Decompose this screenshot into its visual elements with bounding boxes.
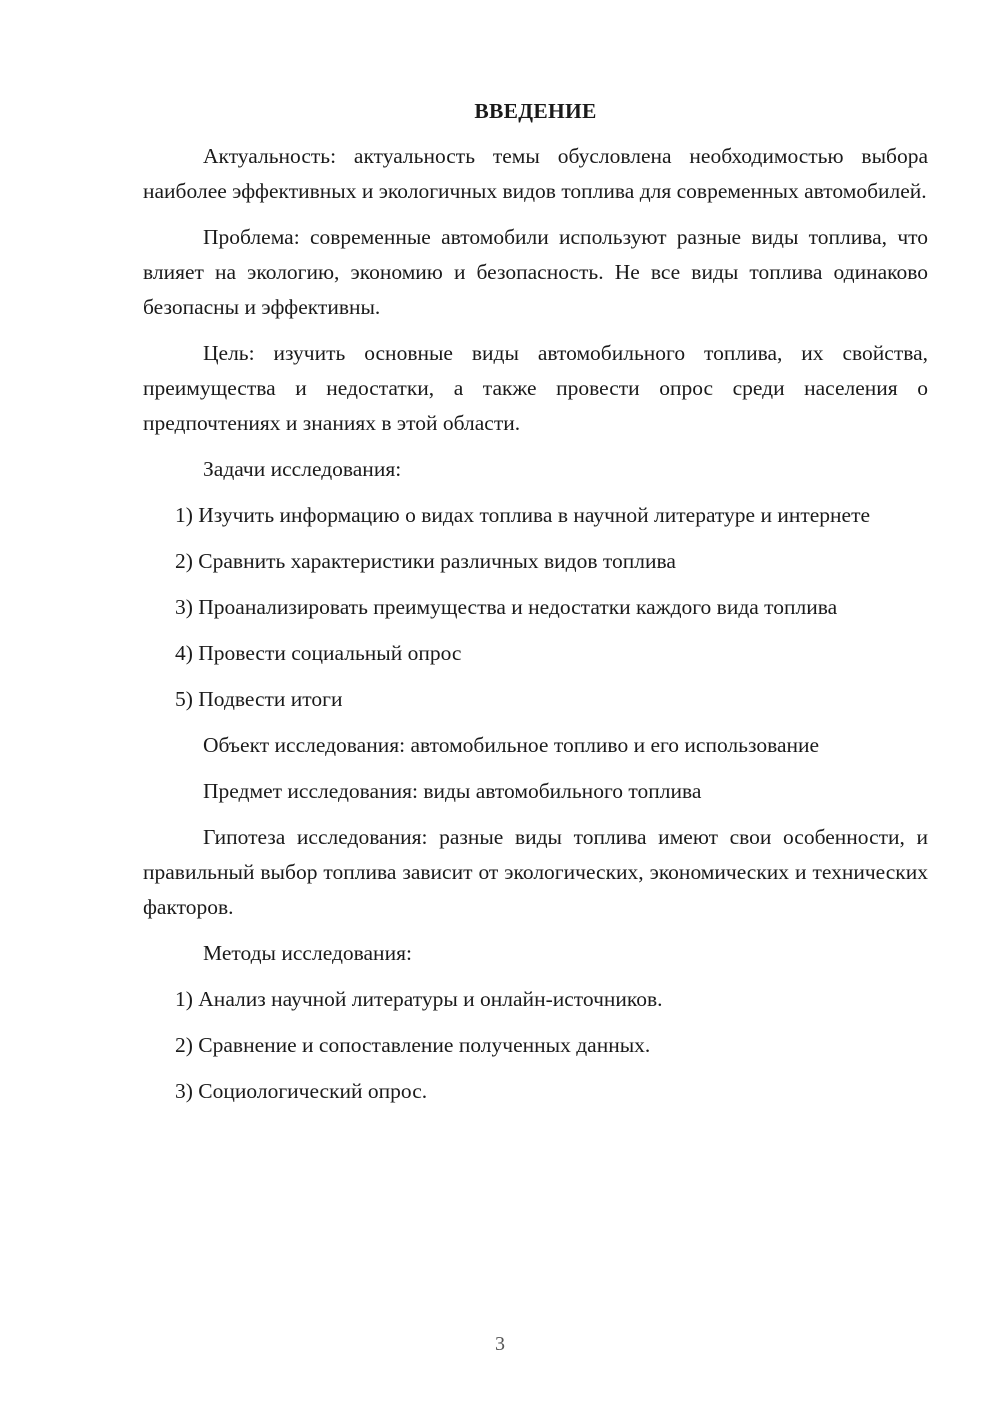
task-item: 4) Провести социальный опрос	[175, 641, 462, 665]
problem-paragraph: Проблема: современные автомобили используют разные виды топлива, что влияет на экологию, экономию и безопасность. Не все виды топлива одинаково безопасны и эффективны.	[143, 225, 928, 319]
object-line: Объект исследования: автомобильное топливо и его использование	[203, 733, 820, 757]
relevance-paragraph: Актуальность: актуальность темы обусловлена необходимостью выбора наиболее эффективных и экологичных видов топлива для современных автомобилей.	[143, 144, 928, 203]
task-item: 3) Проанализировать преимущества и недостатки каждого вида топлива	[175, 595, 838, 619]
method-item: 2) Сравнение и сопоставление полученных данных.	[175, 1033, 651, 1057]
method-item: 1) Анализ научной литературы и онлайн-источников.	[175, 987, 663, 1011]
task-item: 1) Изучить информацию о видах топлива в научной литературе и интернете	[175, 503, 871, 527]
goal-paragraph: Цель: изучить основные виды автомобильного топлива, их свойства, преимущества и недостатки, а также провести опрос среди населения о предпочтениях и знаниях в этой области.	[143, 341, 928, 435]
methods-title: Методы исследования:	[203, 941, 412, 965]
page-content	[143, 97, 928, 1120]
task-item: 5) Подвести итоги	[175, 687, 343, 711]
hypothesis-paragraph: Гипотеза исследования: разные виды топлива имеют свои особенности, и правильный выбор топлива зависит от экологических, экономических и технических факторов.	[143, 825, 928, 919]
subject-line: Предмет исследования: виды автомобильного топлива	[203, 779, 702, 803]
page-number: 3	[495, 1333, 505, 1355]
task-item: 2) Сравнить характеристики различных видов топлива	[175, 549, 676, 573]
tasks-title: Задачи исследования:	[203, 457, 402, 481]
section-heading: ВВЕДЕНИЕ	[474, 99, 597, 123]
method-item: 3) Социологический опрос.	[175, 1079, 428, 1103]
